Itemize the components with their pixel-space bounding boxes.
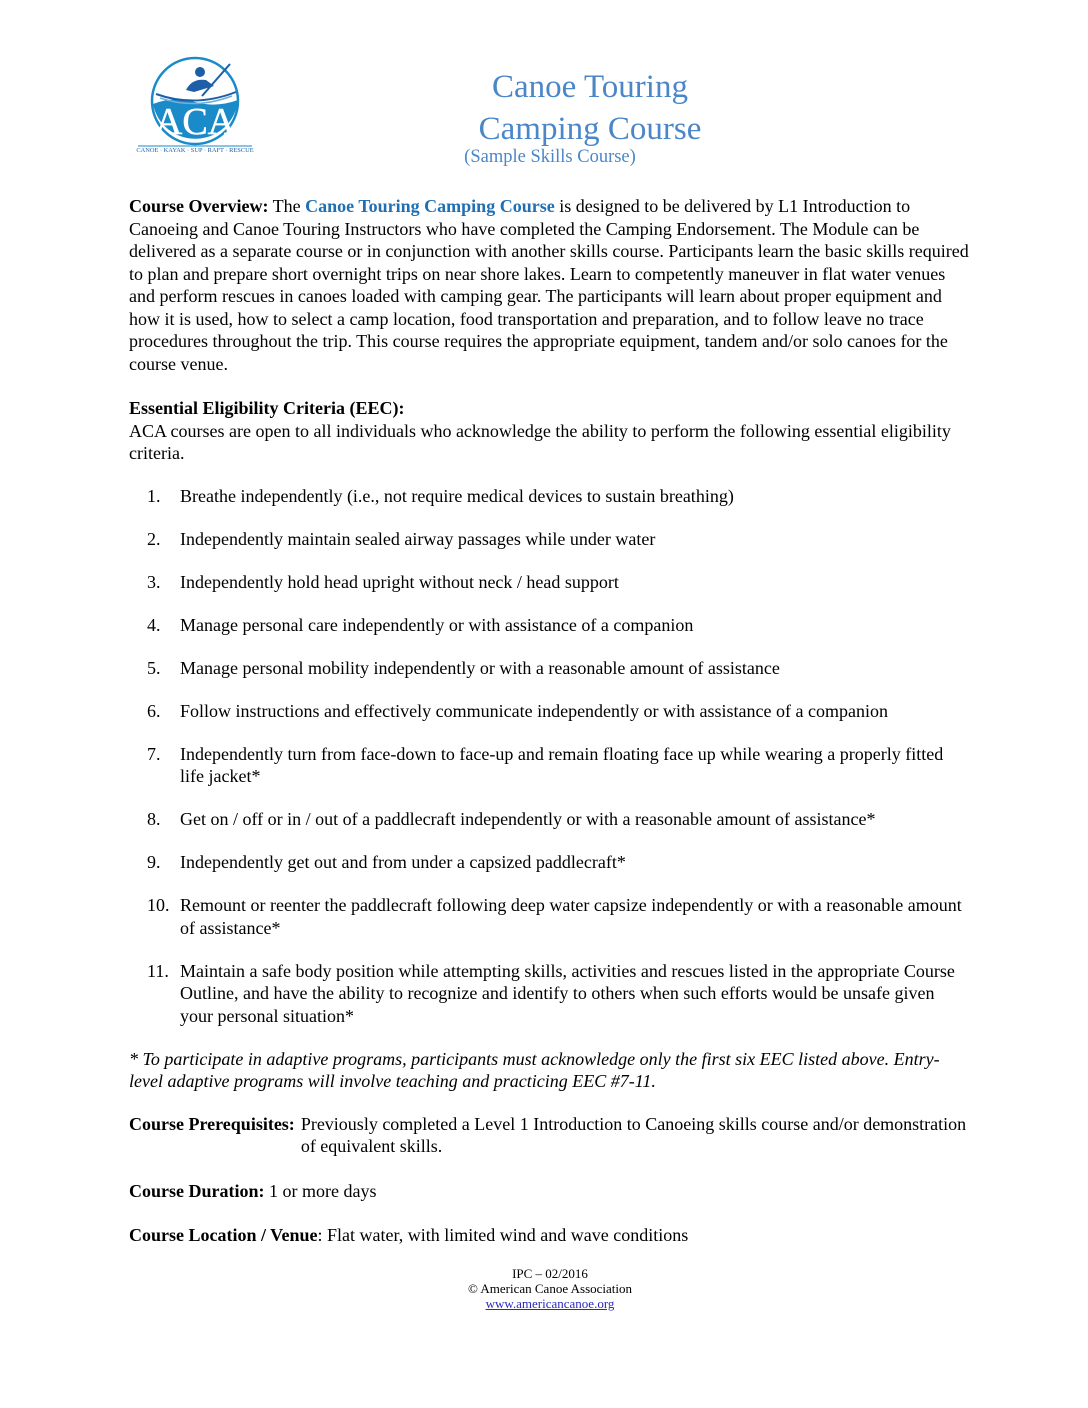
eec-item: 4. Manage personal care independently or with assistance of a companion <box>147 614 694 635</box>
aca-logo-icon <box>134 56 256 156</box>
duration-value: 1 or more days <box>264 1180 377 1201</box>
title-line-1: Canoe Touring <box>492 69 688 105</box>
eec-item: 2. Independently maintain sealed airway passages while under water <box>147 528 656 549</box>
prerequisites-value: Previously completed a Level 1 Introduction to Canoeing skills course and/or demonstration of equivalent skills. <box>300 1113 967 1156</box>
document-body <box>129 195 969 1269</box>
document-subtitle: (Sample Skills Course) <box>464 147 636 167</box>
duration-label: Course Duration: <box>129 1180 265 1201</box>
eec-item: 11. Maintain a safe body position while attempting skills, activities and rescues listed in the appropriate Course Outline, and have the ability to recognize and identify to others when such efforts would be unsafe given your personal situation* <box>147 960 955 1026</box>
overview-text: is designed to be delivered by L1 Introduction to Canoeing and Canoe Touring Instructors who have completed the Camping Endorsement. The Module can be delivered as a separate course or in conjunction with another skills course. Participants learn the basic skills required to plan and prepare short overnight trips on near shore lakes. Learn to competently maneuver in flat water venues and perform rescues in canoes loaded with camping gear. The participants will learn about proper equipment and how it is used, how to select a camp location, food transportation and preparation, and to follow leave no trace procedures throughout the trip. This course requires the appropriate equipment, tandem and/or solo canoes for the course venue. <box>129 196 969 374</box>
eec-item: 9. Independently get out and from under a capsized paddlecraft* <box>147 852 626 872</box>
eec-item: 6. Follow instructions and effectively communicate independently or with assistance of a companion <box>147 700 888 721</box>
svg-text:ACA: ACA <box>154 101 236 143</box>
eec-item: 8. Get on / off or in / out of a paddlecraft independently or with a reasonable amount of assistance* <box>147 809 876 829</box>
eec-item: 5. Manage personal mobility independently or with a reasonable amount of assistance <box>147 657 780 678</box>
footer-copyright: © American Canoe Association <box>467 1281 633 1296</box>
course-prerequisites <box>129 1113 969 1158</box>
title-line-2: Camping Course <box>478 111 702 147</box>
eec-item: 10. Remount or reenter the paddlecraft following deep water capsize independently or with a reasonable amount of assistance* <box>147 895 962 938</box>
document-title <box>380 66 800 150</box>
overview-label: Course Overview: <box>129 196 269 216</box>
course-name: Canoe Touring Camping Course <box>305 196 555 216</box>
website-link[interactable]: www.americancanoe.org <box>485 1296 615 1311</box>
aca-logo <box>134 56 254 156</box>
course-overview <box>129 195 969 375</box>
eec-list <box>129 485 969 1028</box>
eec-intro: ACA courses are open to all individuals who acknowledge the ability to perform the following essential eligibility criteria. <box>129 420 951 463</box>
eec-heading: Essential Eligibility Criteria (EEC): <box>129 398 405 418</box>
course-location <box>129 1224 969 1247</box>
svg-text:CANOE · KAYAK · SUP · RAFT · R: CANOE · KAYAK · SUP · RAFT · RESCUE <box>136 147 254 154</box>
eec-item: 3. Independently hold head upright without neck / head support <box>147 571 619 592</box>
prerequisites-label: Course Prerequisites: <box>129 1113 295 1134</box>
overview-lead: The <box>268 196 306 216</box>
page-footer <box>400 1266 700 1311</box>
eec-item: 7. Independently turn from face-down to face-up and remain floating face up while wearing a properly fitted life jacket* <box>147 743 944 786</box>
eec-footnote: * To participate in adaptive programs, participants must acknowledge only the first six EEC listed above. Entry-level adaptive programs will involve teaching and practicing EEC #7-11. <box>129 1048 940 1091</box>
eec-item: 1. Breathe independently (i.e., not require medical devices to sustain breathing) <box>147 485 734 506</box>
location-value: : Flat water, with limited wind and wave conditions <box>317 1225 689 1245</box>
footer-code: IPC – 02/2016 <box>512 1266 588 1281</box>
course-duration <box>129 1180 969 1203</box>
location-label: Course Location / Venue <box>129 1225 318 1245</box>
